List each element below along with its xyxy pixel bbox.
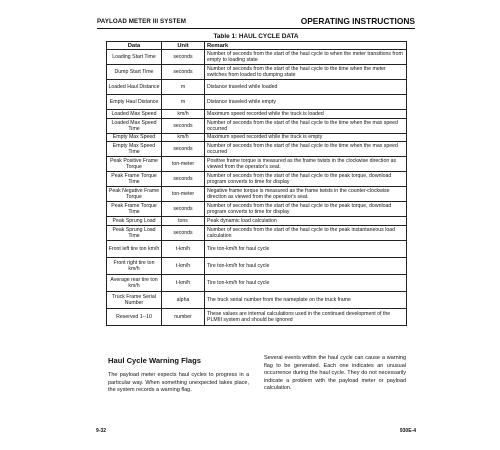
cell-data: Truck Frame Serial Number	[107, 291, 162, 308]
haul-cycle-table-container	[106, 32, 406, 326]
section-title: Haul Cycle Warning Flags	[108, 356, 201, 365]
cell-data: Peak Sprung Load Time	[107, 225, 162, 240]
table-row	[107, 187, 407, 202]
cell-data: Loading Start Time	[107, 50, 162, 65]
cell-unit: seconds	[162, 118, 205, 133]
cell-data: Loaded Max Speed	[107, 110, 162, 119]
cell-remark: Number of seconds from the start of the haul cycle to the time when the max speed occurred	[205, 118, 407, 133]
cell-remark: Number of seconds from the start of the haul cycle to the peak instantaneous load calculation	[205, 225, 407, 240]
cell-remark: Number of seconds from the start of the haul cycle to when the meter transitions from empty to loading state	[205, 50, 407, 65]
cell-remark: Distance traveled while empty	[205, 95, 407, 110]
cell-unit: km/h	[162, 133, 205, 142]
cell-data: Average rear tire ton km/h	[107, 274, 162, 291]
cell-data: Peak Negative Frame Torque	[107, 187, 162, 202]
table-row	[107, 50, 407, 65]
table-row	[107, 80, 407, 95]
cell-unit: t-km/h	[162, 257, 205, 274]
column-header-unit: Unit	[162, 42, 205, 50]
cell-unit: t-km/h	[162, 274, 205, 291]
cell-remark: The truck serial number from the nameplate on the truck frame	[205, 291, 407, 308]
header-section-name: OPERATING INSTRUCTIONS	[300, 16, 415, 26]
cell-unit: seconds	[162, 142, 205, 157]
cell-data: Peak Positive Frame Torque	[107, 157, 162, 172]
model-number: 930E-4	[399, 428, 416, 434]
page-number: 9-32	[96, 428, 107, 434]
cell-remark: Number of seconds from the start of the haul cycle to the peak torque, download program converts to time for display	[205, 202, 407, 217]
cell-data: Empty Max Speed	[107, 133, 162, 142]
cell-remark: Tire ton-km/h for haul cycle	[205, 274, 407, 291]
table-row	[107, 308, 407, 325]
table-row	[107, 142, 407, 157]
table-row	[107, 274, 407, 291]
table-row	[107, 65, 407, 80]
cell-unit: seconds	[162, 225, 205, 240]
cell-remark: Negative frame torque is measured as the frame twists in the counter-clockwise direction as viewed from the operator's seat.	[205, 187, 407, 202]
cell-data: Front left tire ton km/h	[107, 240, 162, 257]
cell-data: Dump Start Time	[107, 65, 162, 80]
cell-remark: Number of seconds from the start of the haul cycle to the time when the meter switches from loaded to dumping state	[205, 65, 407, 80]
cell-data: Empty Haul Distance	[107, 95, 162, 110]
cell-remark: Distance traveled while loaded	[205, 80, 407, 95]
cell-data: Peak Sprung Load	[107, 217, 162, 226]
cell-unit: alpha	[162, 291, 205, 308]
cell-remark: Tire ton-km/h for haul cycle	[205, 240, 407, 257]
cell-remark: Maximum speed recorded while the truck is loaded	[205, 110, 407, 119]
cell-data: Front right tire ton km/h	[107, 257, 162, 274]
table-row	[107, 133, 407, 142]
cell-unit: ton-meter	[162, 157, 205, 172]
cell-unit: seconds	[162, 202, 205, 217]
cell-unit: km/h	[162, 110, 205, 119]
cell-unit: t-km/h	[162, 240, 205, 257]
cell-data: Loaded Haul Distance	[107, 80, 162, 95]
column-header-data: Data	[107, 42, 162, 50]
cell-remark: These values are internal calculations used in the continued development of the PLMIII system and should be ignored	[205, 308, 407, 325]
cell-remark: Positive frame torque is measured as the frame twists in the clockwise direction as viewed from the operator's seat.	[205, 157, 407, 172]
table-row	[107, 225, 407, 240]
cell-remark: Number of seconds from the start of the haul cycle to the time when the max speed occurred	[205, 142, 407, 157]
cell-unit: m	[162, 95, 205, 110]
table-row	[107, 95, 407, 110]
cell-remark: Tire ton-km/h for haul cycle	[205, 257, 407, 274]
body-paragraph-left: The payload meter expects haul cycles to progress in a particular way. When something unexpected takes place, the system records a warning flag.	[108, 372, 249, 394]
cell-data: Reserved 1--10	[107, 308, 162, 325]
table-title: Table 1: HAUL CYCLE DATA	[213, 33, 299, 40]
cell-unit: tons	[162, 217, 205, 226]
cell-unit: number	[162, 308, 205, 325]
column-header-remark: Remark	[205, 42, 407, 50]
cell-data: Peak Frame Torque Time	[107, 202, 162, 217]
cell-unit: seconds	[162, 65, 205, 80]
table-row	[107, 110, 407, 119]
cell-data: Loaded Max Speed Time	[107, 118, 162, 133]
table-row	[107, 202, 407, 217]
header-rule	[97, 28, 415, 29]
haul-cycle-data-table	[106, 41, 407, 326]
cell-data: Empty Max Speed Time	[107, 142, 162, 157]
table-row	[107, 257, 407, 274]
cell-unit: ton-meter	[162, 187, 205, 202]
cell-remark: Number of seconds from the start of the haul cycle to the peak torque, download program converts to time for display	[205, 172, 407, 187]
cell-data: Peak Frame Torque Time	[107, 172, 162, 187]
table-header-row	[107, 42, 407, 50]
table-row	[107, 240, 407, 257]
body-paragraph-right: Several events within the haul cycle can cause a warning flag to be generated. Each one indicates an unusual occurrence during the haul cycle. They do not necessarily indicate a problem with the payload meter or payload calculation.	[264, 355, 406, 392]
cell-unit: seconds	[162, 50, 205, 65]
table-row	[107, 118, 407, 133]
table-row	[107, 291, 407, 308]
table-row	[107, 217, 407, 226]
table-row	[107, 157, 407, 172]
page-header	[97, 16, 415, 28]
cell-unit: m	[162, 80, 205, 95]
cell-remark: Maximum speed recorded while the truck is empty	[205, 133, 407, 142]
cell-unit: seconds	[162, 172, 205, 187]
table-row	[107, 172, 407, 187]
cell-remark: Peak dynamic load calculation	[205, 217, 407, 226]
header-system-name: PAYLOAD METER III SYSTEM	[97, 18, 187, 25]
